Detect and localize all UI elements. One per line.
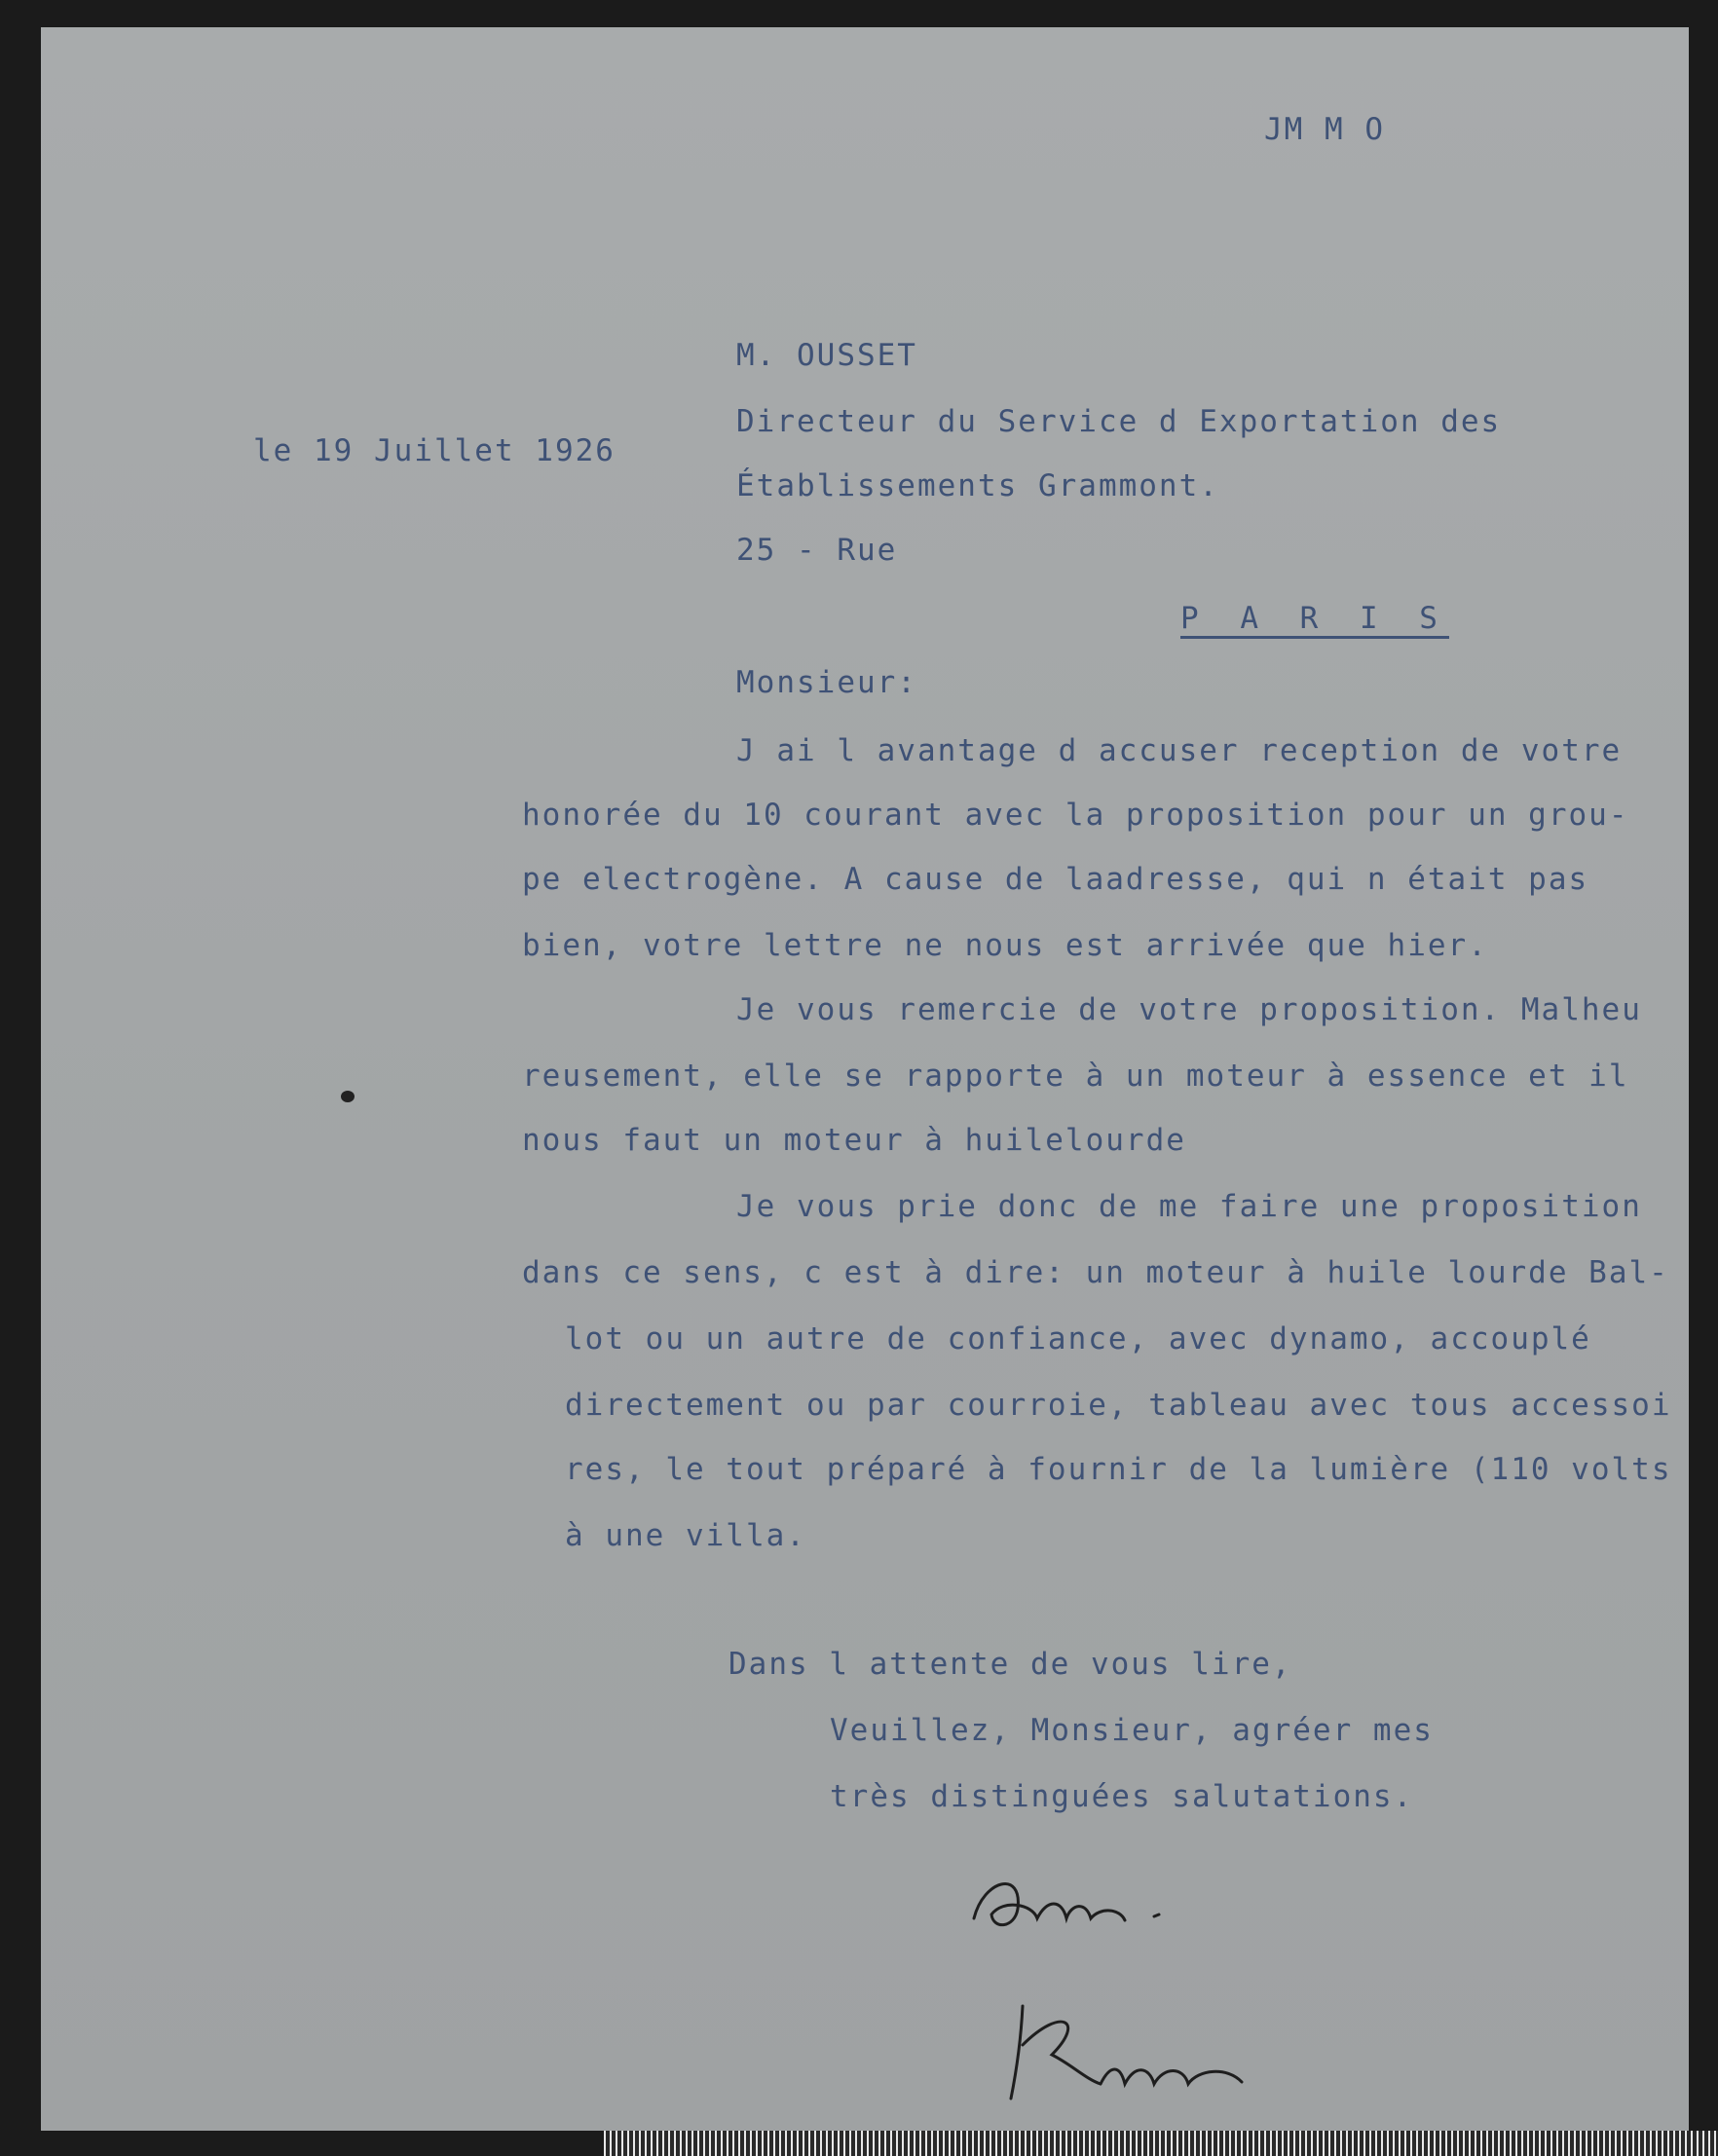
body-line: Je vous prie donc de me faire une proposition (736, 1189, 1642, 1224)
closing-line: Dans l attente de vous lire, (728, 1647, 1292, 1682)
recipient-street: 25 - Rue (736, 533, 898, 568)
handwritten-signature (993, 1987, 1286, 2113)
body-line: directement ou par courroie, tableau avec tous accessoi (565, 1388, 1672, 1423)
body-line: honorée du 10 courant avec la proposition pour un grou- (522, 798, 1629, 833)
handwritten-initials (964, 1850, 1217, 1957)
salutation: Monsieur: (736, 665, 917, 700)
body-line: reusement, elle se rapporte à un moteur à essence et il (522, 1059, 1629, 1094)
recipient-city: P A R I S (1180, 601, 1449, 636)
body-line: lot ou un autre de confiance, avec dynamo, accouplé (565, 1321, 1591, 1357)
recipient-company: Établissements Grammont. (736, 468, 1219, 503)
closing-line: très distinguées salutations. (830, 1779, 1414, 1814)
body-line: bien, votre lettre ne nous est arrivée que hier. (522, 928, 1488, 963)
recipient-name: M. OUSSET (736, 338, 917, 373)
closing-line: Veuillez, Monsieur, agréer mes (830, 1713, 1434, 1748)
body-line: J ai l avantage d accuser reception de votre (736, 733, 1623, 768)
body-line: nous faut un moteur à huilelourde (522, 1123, 1186, 1158)
scale-strip (604, 2131, 1718, 2156)
body-line: Je vous remercie de votre proposition. Malheu (736, 992, 1642, 1027)
body-line: dans ce sens, c est à dire: un moteur à huile lourde Bal- (522, 1255, 1669, 1290)
recipient-title: Directeur du Service d Exportation des (736, 404, 1502, 439)
body-line: res, le tout préparé à fournir de la lumière (110 volts (565, 1452, 1672, 1487)
body-line: à une villa. (565, 1518, 806, 1553)
letter-date: le 19 Juillet 1926 (253, 433, 616, 468)
ink-blot (341, 1091, 355, 1102)
body-line: pe electrogène. A cause de laadresse, qui n était pas (522, 862, 1589, 897)
reference-code: JM M O (1264, 112, 1385, 147)
